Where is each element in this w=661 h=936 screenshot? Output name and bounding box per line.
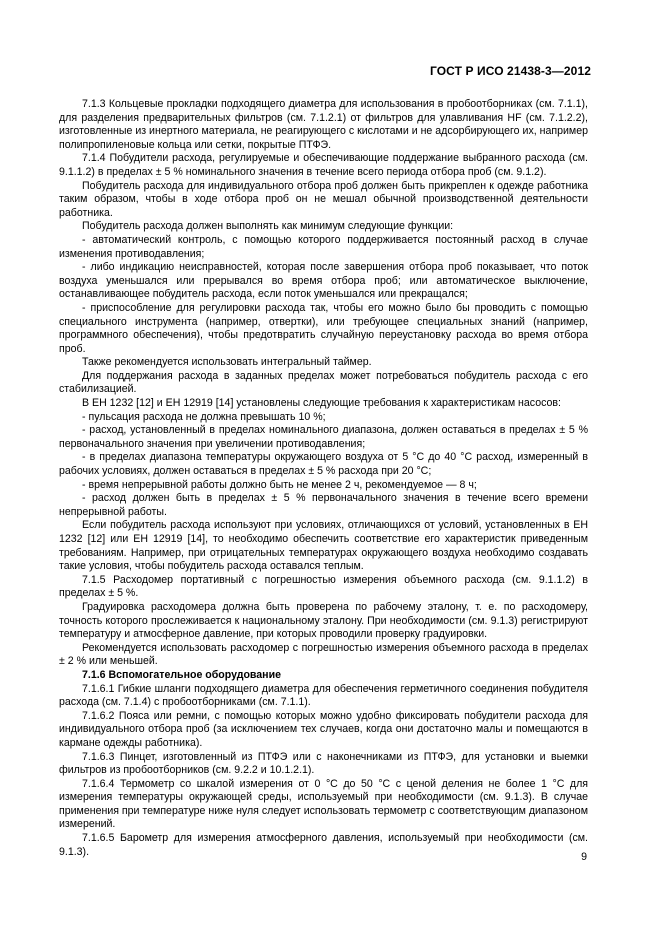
list-item: - пульсация расхода не должна превышать 10 %; xyxy=(82,410,326,423)
list-item: - время непрерывной работы должно быть не менее 2 ч, рекомендуемое — 8 ч; xyxy=(82,478,477,491)
list-item: - в пределах диапазона температуры окружающего воздуха от 5 °С до 40 °С расход, измеренный в рабочих условиях, должен оставаться в пределах ± 5 % расхода при 20 °С; xyxy=(59,451,588,478)
document-header: ГОСТ Р ИСО 21438-3—2012 xyxy=(429,64,591,78)
paragraph: 7.1.6.1 Гибкие шланги подходящего диаметра для обеспечения герметичного соединения побудителя расхода (см. 7.1.4) с пробоотборниками (см. 7.1.1). xyxy=(59,682,588,709)
paragraph: Для поддержания расхода в заданных пределах может потребоваться побудитель расхода с его стабилизацией. xyxy=(59,369,588,396)
document-body xyxy=(59,98,588,859)
paragraph: Также рекомендуется использовать интегральный таймер. xyxy=(82,356,372,369)
list-item: - либо индикацию неисправностей, которая после завершения отбора проб показывает, что поток воздуха уменьшался или прерывался во время отбора проб; или автоматическое выключение, останавливающее побудитель расхода, если поток уменьшался или прекращался; xyxy=(59,261,588,301)
list-item: - расход должен быть в пределах ± 5 % первоначального значения в течение всего времени непрерывной работы. xyxy=(59,492,588,518)
paragraph: Градуировка расходомера должна быть проверена по рабочему эталону, т. е. по расходомеру, точность которого прослеживается к национальному эталону. При необходимости (см. 9.1.3) регистрируют температуру и атмосферное давление, при которых проводили проверку градуировки. xyxy=(59,600,588,641)
paragraph: 7.1.6.3 Пинцет, изготовленный из ПТФЭ или с наконечниками из ПТФЭ, для установки и выемки фильтров из пробоотборников (см. 9.2.2 и 10.1.2.1). xyxy=(59,750,588,777)
list-item: - автоматический контроль, с помощью которого поддерживается постоянный расход в случае изменения противодавления; xyxy=(59,233,588,260)
page-number: 9 xyxy=(581,851,587,863)
section-heading: 7.1.6 Вспомогательное оборудование xyxy=(82,668,281,681)
paragraph: Побудитель расхода должен выполнять как минимум следующие функции: xyxy=(82,220,454,233)
paragraph: Если побудитель расхода используют при условиях, отличающихся от условий, установленных в ЕН 1232 [12] или ЕН 12919 [14], то необходимо обеспечить соответствие его характеристик приведенным требованиям. Например, при отрицательных температурах окружающего воздуха необходимо создавать такие условия, чтобы побудитель расхода оставался теплым. xyxy=(59,519,588,573)
paragraph: 7.1.4 Побудители расхода, регулируемые и обеспечивающие поддержание выбранного расхода (см. 9.1.1.2) в пределах ± 5 % номинального значения в течение всего периода отбора проб (см. 9.1.2). xyxy=(59,152,588,178)
paragraph: 7.1.5 Расходомер портативный с погрешностью измерения объемного расхода (см. 9.1.1.2) в пределах ± 5 %. xyxy=(59,573,588,600)
paragraph: Рекомендуется использовать расходомер с погрешностью измерения объемного расхода в пределах ± 2 % или меньшей. xyxy=(59,641,588,668)
list-item: - приспособление для регулировки расхода так, чтобы его можно было бы проводить с помощью специального инструмента (например, отвертки), или требующее специальных знаний (например, программного обеспечения), чтобы предотвратить случайную переустановку расхода во время отбора проб. xyxy=(59,301,588,355)
paragraph: 7.1.3 Кольцевые прокладки подходящего диаметра для использования в пробоотборниках (см. 7.1.1), для разделения предварительных фильтров (см. 7.1.2.1) от фильтров для улавливания HF (см. 7.1.2.2), изготовленные из инертного материала, не реагирующего с кислотами и не адсорбирующего их, например полипропиленовые кольца или сетки, покрытые ПТФЭ. xyxy=(59,98,588,151)
paragraph: 7.1.6.5 Барометр для измерения атмосферного давления, используемый при необходимости (см. 9.1.3). xyxy=(59,832,588,858)
list-item: - расход, установленный в пределах номинального диапазона, должен оставаться в пределах ± 5 % первоначального значения при увеличении противодавления; xyxy=(59,424,588,450)
paragraph: 7.1.6.4 Термометр со шкалой измерения от 0 °С до 50 °С с ценой деления не более 1 °С для измерения температуры окружающей среды, используемый при необходимости (см. 9.1.3). В случае применения при температуре ниже нуля следует использовать термометр с соответствующим диапазоном измерений. xyxy=(59,777,588,831)
paragraph: В ЕН 1232 [12] и ЕН 12919 [14] установлены следующие требования к характеристикам насосов: xyxy=(82,397,561,410)
paragraph: Побудитель расхода для индивидуального отбора проб должен быть прикреплен к одежде работника таким образом, чтобы в ходе отбора проб он не мешал обычной производственной деятельности работника. xyxy=(59,179,588,219)
paragraph: 7.1.6.2 Пояса или ремни, с помощью которых можно удобно фиксировать побудители расхода для индивидуального отбора проб (за исключением тех случаев, когда они достаточно малы и помещаются в кармане одежды работника). xyxy=(59,709,588,749)
